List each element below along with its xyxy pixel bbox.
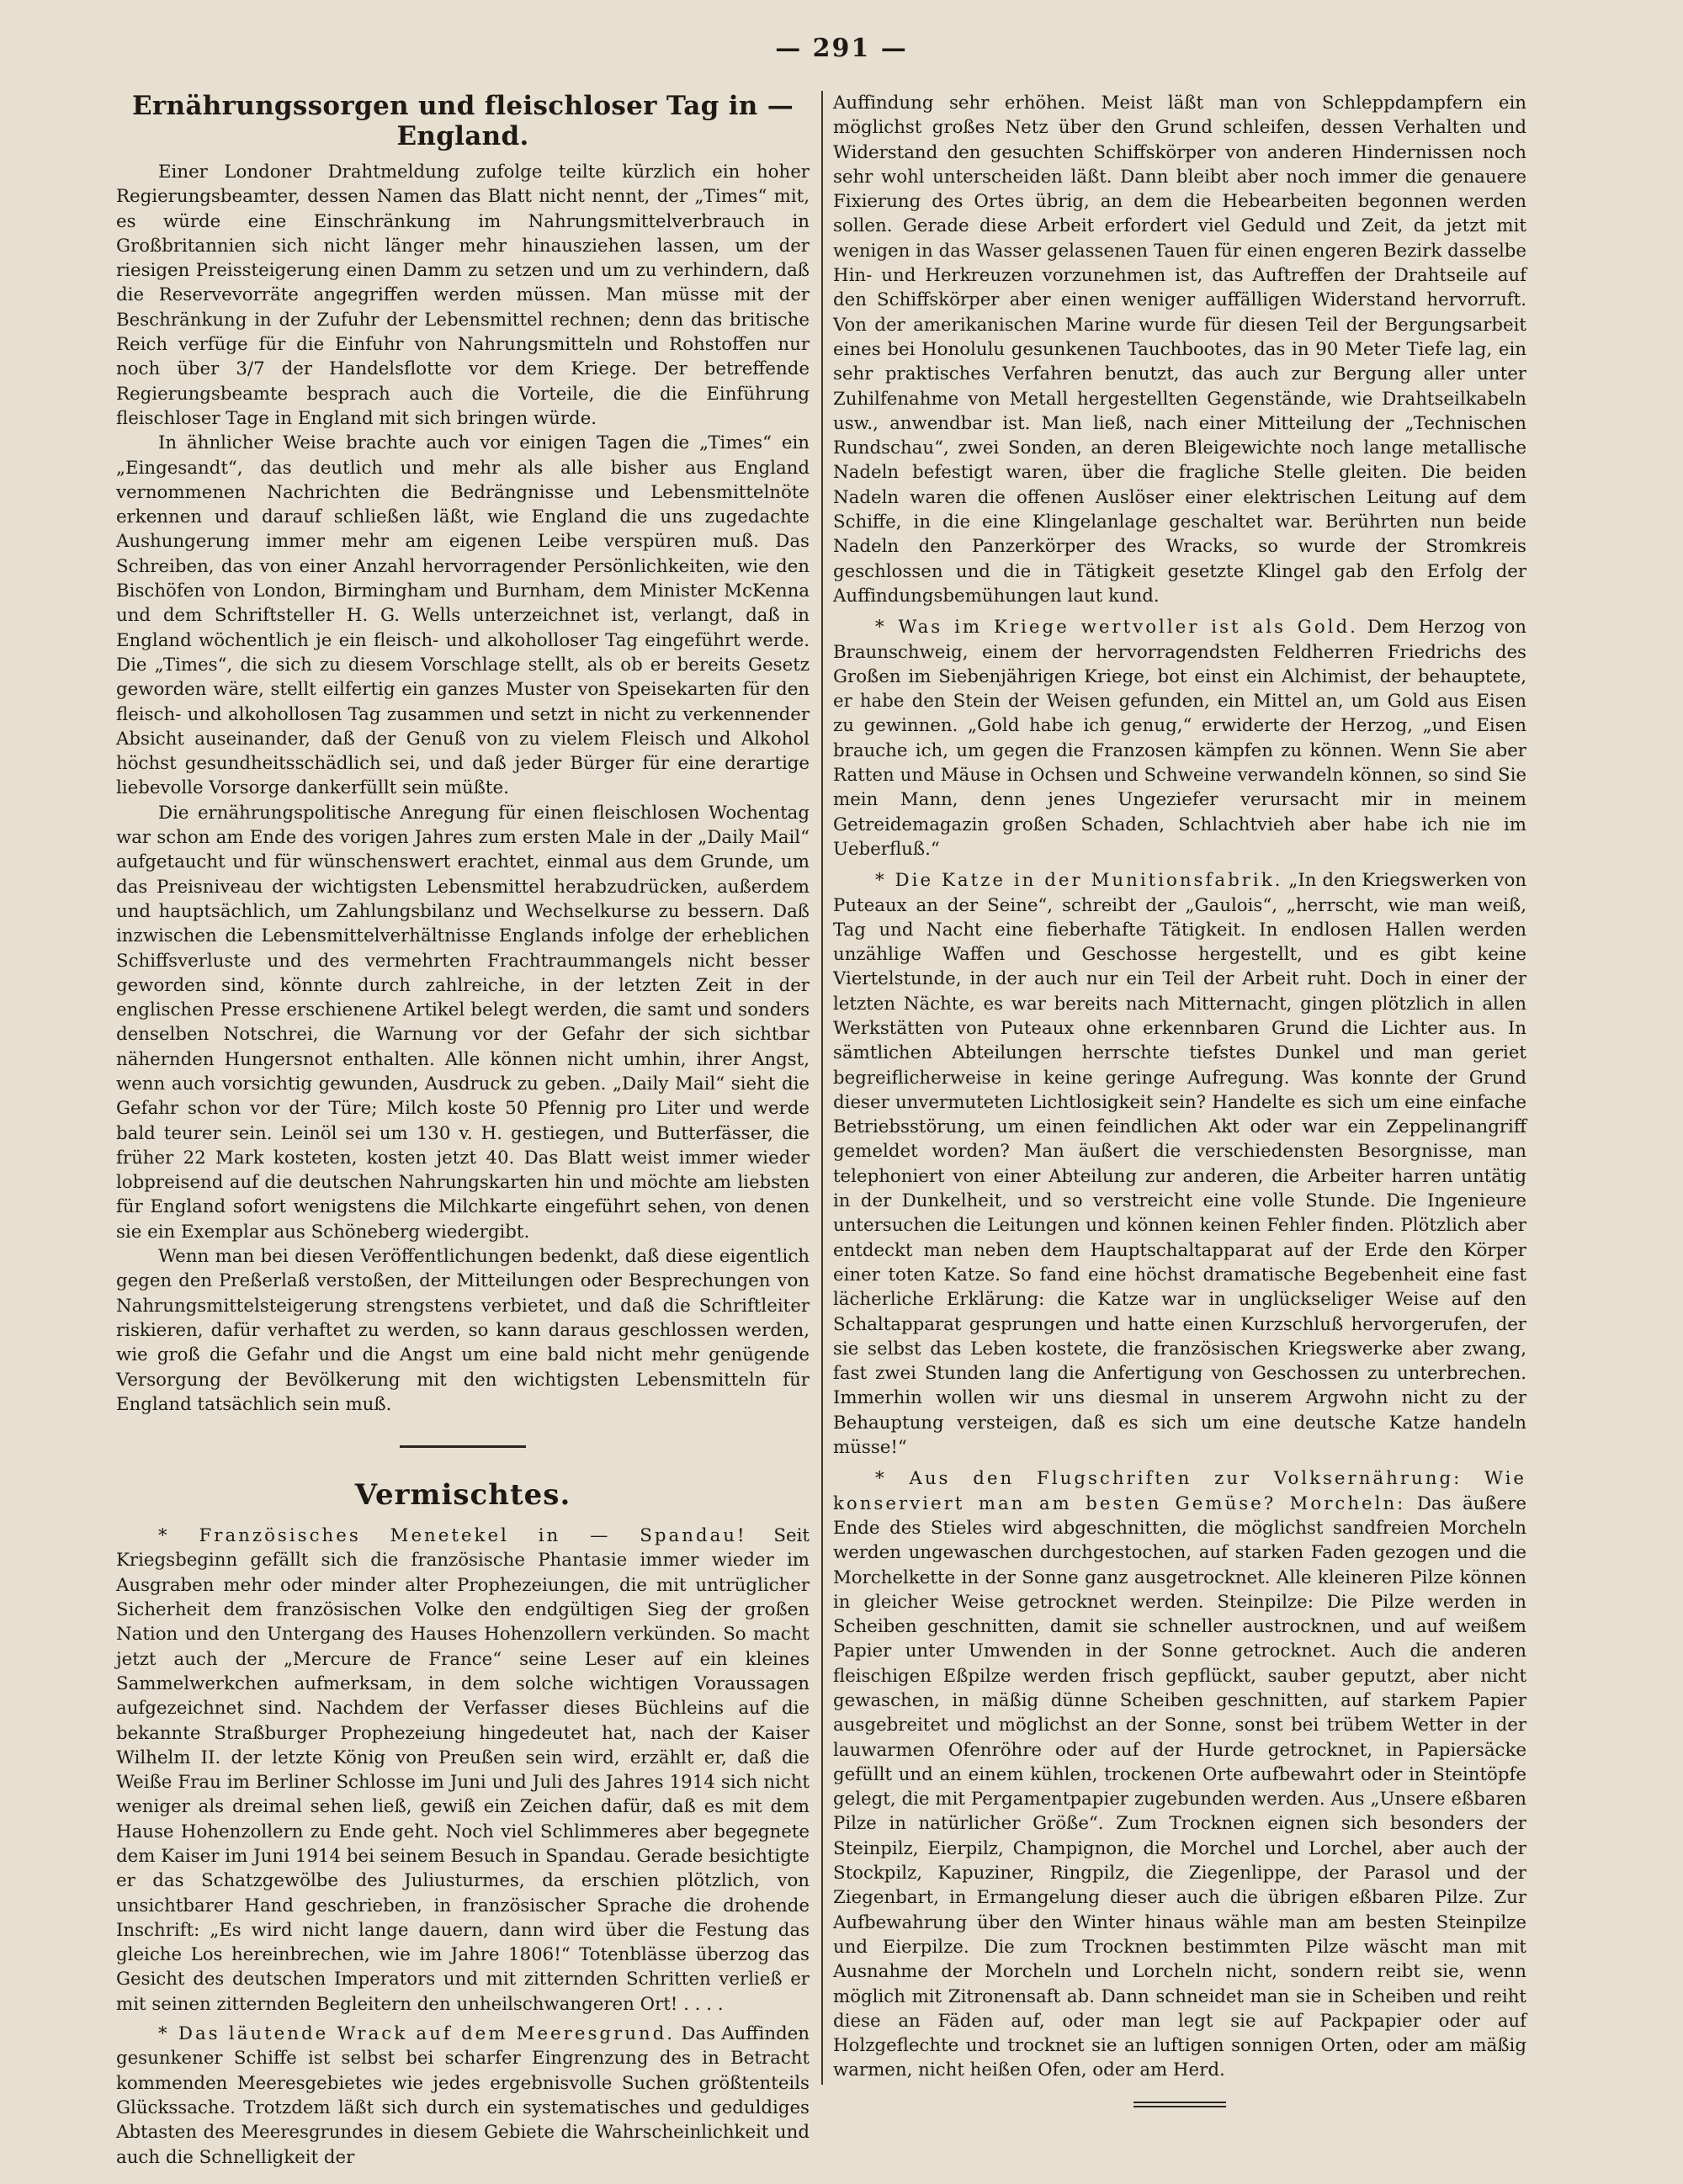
misc-item bbox=[833, 1466, 1526, 2082]
article-paragraph: Einer Londoner Drahtmeldung zufolge teilte kürzlich ein hoher Regierungsbeamter, dessen Namen das Blatt nicht nennt, der „Times“ mit, es würde eine Einschränkung im Nahrungsmittelverbrauch in Großbritannien sich nicht länger mehr hinausziehen lassen, um der riesigen Preissteigerung einen Damm zu setzen und um zu verhindern, daß die Reservevorräte angegriffen werden müssen. Man müsse mit der Beschränkung in der Zufuhr der Lebensmittel rechnen; denn das britische Reich verfüge für die Einfuhr von Nahrungsmitteln und Rohstoffen nur noch über 3/7 der Handelsflotte vor dem Kriege. Der betreffende Regierungsbeamte besprach auch die Vorteile, die die Einführung fleischloser Tage in England mit sich bringen würde. bbox=[116, 162, 810, 429]
misc-item-heading: * Aus den Flugschriften zur Volksernährung: Wie konserviert man am besten Gemüse? Morcheln: bbox=[833, 1468, 1526, 1514]
page-number: — 291 — bbox=[775, 34, 908, 63]
misc-item-text: „In den Kriegswerken von Puteaux an der Seine“, schreibt der „Gaulois“, „herrscht, wie man weiß, Tag und Nacht eine fieberhafte Tätigkeit. In endlosen Hallen werden unzählige Waffen und Geschosse hergestellt, und es gibt keine Viertelstunde, in der auch nur ein Teil der Arbeit ruht. Doch in einer der letzten Nächte, es war bereits nach Mitternacht, gingen plötzlich in allen Werkstätten von Puteaux ohne erkennbaren Grund die Lichter aus. In sämtlichen Abteilungen herrschte tiefstes Dunkel und man geriet begreiflicherweise in keine geringe Aufregung. Was konnte der Grund dieser unvermuteten Lichtlosigkeit sein? Handelte es sich um eine einfache Betriebsstörung, um einen feindlichen Akt oder war ein Zeppelinangriff gemeldet worden? Man äußert die verschiedensten Besorgnisse, man telephoniert von einer Abteilung zur anderen, die Arbeiter harren untätig in der Dunkelheit, und so verstreicht eine volle Stunde. Die Ingenieure untersuchen die Leitungen und können keinen Fehler finden. Plötzlich aber entdeckt man neben dem Hauptschaltapparat auf der Erde den Körper einer toten Katze. So fand eine höchst dramatische Begebenheit eine fast lächerliche Erklärung: die Katze war in unglückseliger Weise auf den Schaltapparat gesprungen und hatte einen Kurzschluß hervorgerufen, der sie selbst das Leben kostete, die französischen Kriegswerke aber zwang, fast zwei Stunden lang die Anfertigung von Geschossen zu unterbrechen. Immerhin wollen wir uns diesmal in unserem Argwohn nicht zu der Behauptung versteigen, daß es sich um eine deutsche Katze handeln müsse!“ bbox=[833, 870, 1526, 1459]
misc-item-text: Seit Kriegsbeginn gefällt sich die französische Phantasie immer wieder im Ausgraben mehr oder minder alter Prophezeiungen, die mit untrüglicher Sicherheit dem französischen Volke den endgültigen Sieg der großen Nation und den Untergang des Hauses Hohenzollern verkünden. So macht jetzt auch der „Mercure de France“ seine Leser auf ein kleines Sammelwerkchen aufmerksam, in dem solche wichtigen Voraussagen aufgezeichnet sind. Nachdem der Verfasser dieses Büchleins auf die bekannte Straßburger Prophezeiung hingedeutet hat, nach der Kaiser Wilhelm II. der letzte König von Preußen sein wird, erzählt er, daß die Weiße Frau im Berliner Schlosse im Juni und Juli des Jahres 1914 sich nicht weniger als dreimal sehen ließ, gewiß ein Zeichen dafür, daß es mit dem Hause Hohenzollern zu Ende geht. Noch viel Schlimmeres aber begegnete dem Kaiser im Juni 1914 bei seinem Besuch in Spandau. Gerade besichtigte er das Schatzgewölbe des Juliusturmes, da erschien plötzlich, von unsichtbarer Hand geschrieben, in französischer Sprache die drohende Inschrift: „Es wird nicht lange dauern, dann wird über die Festung das gleiche Los hereinbrechen, wie im Jahre 1806!“ Totenblässe überzog das Gesicht des deutschen Imperators und mit zitternden Schritten verließ er mit seinen zitternden Begleitern den unheilschwangeren Ort! . . . . bbox=[116, 1525, 810, 2015]
misc-item bbox=[116, 1524, 810, 2017]
column-divider bbox=[821, 91, 823, 2085]
misc-item-heading: * Die Katze in der Munitionsfabrik. bbox=[875, 870, 1283, 892]
misc-item bbox=[833, 868, 1526, 1460]
left-column bbox=[116, 91, 810, 2170]
misc-item bbox=[833, 615, 1526, 861]
misc-item-heading: * Das läutende Wrack auf dem Meeresgrund. bbox=[158, 2023, 676, 2045]
misc-item-heading: * Französisches Menetekel in — Spandau! bbox=[158, 1525, 747, 1547]
article-paragraph: Die ernährungspolitische Anregung für einen fleischlosen Wochentag war schon am Ende des vorigen Jahres zum ersten Male in der „Daily Mail“ aufgetaucht und für wünschenswert erachtet, einmal aus dem Grunde, um das Preisniveau der wichtigsten Lebensmittel herabzudrücken, außerdem und hauptsächlich, um Zahlungsbilanz und Wechselkurse zu bessern. Daß inzwischen die Lebensmittelverhältnisse Englands infolge der erheblichen Schiffsverluste und des vermehrten Frachtraummangels nicht besser geworden sind, könnte durch zahlreiche, in der letzten Zeit in der englischen Presse erschienene Artikel belegt werden, die samt und sonders denselben Notschrei, die Warnung vor der Gefahr der sich sichtbar nähernden Hungersnot enthalten. Alle können nicht umhin, ihrer Angst, wenn auch vorsichtig gewunden, Ausdruck zu geben. „Daily Mail“ sieht die Gefahr schon vor der Türe; Milch koste 50 Pfennig pro Liter und werde bald teurer sein. Leinöl sei um 130 v. H. gestiegen, und Butterfässer, die früher 22 Mark kosteten, kosten jetzt 40. Das Blatt weist immer wieder lobpreisend auf die deutschen Nahrungskarten hin und möchte am liebsten für England sofort wenigstens die Milchkarte eingeführt sehen, von denen sie ein Exemplar aus Schöneberg wiedergibt. bbox=[116, 802, 810, 1243]
misc-item-heading: * Was im Kriege wertvoller ist als Gold. bbox=[875, 617, 1358, 639]
section-separator bbox=[400, 1445, 526, 1448]
misc-item-text: Das Auffinden gesunkener Schiffe ist selbst bei scharfer Eingrenzung des in Betracht kommenden Meeresgebietes wie jedes ergebnisvolle Suchen größtenteils Glückssache. Trotzdem läßt sich durch ein systematisches und geduldiges Abtasten des Meeresgrundes in diesem Gebiete die Wahrscheinlichkeit und auch die Schnelligkeit der bbox=[116, 2023, 810, 2168]
misc-item-text: Das äußere Ende des Stieles wird abgeschnitten, die möglichst sandfreien Morcheln werden ungewaschen durchgestochen, auf starken Faden gezogen und die Morchelkette in der Sonne ganz ausgetrocknet. Alle kleineren Pilze können in gleicher Weise getrocknet werden. Steinpilze: Die Pilze werden in Scheiben geschnitten, damit sie schneller austrocknen, und auf weißem Papier unter Umwenden in der Sonne getrocknet. Auch die anderen fleischigen Eßpilze werden frisch gepflückt, sauber geputzt, aber nicht gewaschen, in mäßig dünne Scheiben geschnitten, auf starkem Papier ausgebreitet und möglichst an der Sonne, sonst bei trübem Wetter in der lauwarmen Ofenröhre oder auf der Hurde getrocknet, in Papiersäcke gefüllt und an einem kühlen, trockenen Orte aufbewahrt oder in Steintöpfe gelegt, die mit Pergamentpapier zugebunden werden. Aus „Unsere eßbaren Pilze in natürlicher Größe“. Zum Trocknen eignen sich besonders der Steinpilz, Eierpilz, Champignon, die Morchel und Lorchel, aber auch der Stockpilz, Kapuziner, Ringpilz, die Ziegenlippe, der Parasol und der Ziegenbart, in Ermangelung dieser auch die übrigen eßbaren Pilze. Zur Aufbewahrung über den Winter hinaus wähle man am besten Steinpilze und Eierpilze. Die zum Trocknen bestimmten Pilze wäscht man mit Ausnahme der Morcheln und Lorcheln nicht, sondern reibt sie, wenn möglich mit Zitronensaft ab. Dann schneidet man sie in Scheiben und reiht diese an Fäden auf, oder man legt sie auf Packpapier oder auf Holzgeflechte und trocknet sie an luftigen sonnigen Orten, oder am mäßig warmen, nicht heißen Ofen, oder am Herd. bbox=[833, 1492, 1527, 2081]
end-ornament bbox=[1134, 2102, 1226, 2107]
right-column bbox=[833, 91, 1526, 2107]
article-paragraph: In ähnlicher Weise brachte auch vor einigen Tagen die „Times“ ein „Eingesandt“, das deutlich und mehr als alle bisher aus England vernommenen Nachrichten die Bedrängnisse und Lebensmittelnöte erkennen und darauf schließen läßt, wie England die uns zugedachte Aushungerung immer mehr am eigenen Leibe verspüren muß. Das Schreiben, das von einer Anzahl hervorragender Persönlichkeiten, wie den Bischöfen von London, Birmingham und Burnham, dem Minister McKenna und dem Schriftsteller H. G. Wells unterzeichnet ist, verlangt, daß in England wöchentlich je ein fleisch- und alkoholloser Tag eingeführt werde. Die „Times“, die sich zu diesem Vorschlage stellt, als ob er bereits Gesetz geworden wäre, stellt eilfertig ein ganzes Muster von Speisekarten für den fleisch- und alkohollosen Tag zusammen und setzt in nicht zu verkennender Absicht auseinander, daß der Genuß von zu vielem Fleisch und Alkohol höchst gesundheitsschädlich sei, und daß jeder Bürger für eine derartige liebevolle Vorsorge dankerfüllt sein müßte. bbox=[116, 432, 810, 799]
continued-text: Auffindung sehr erhöhen. Meist läßt man von Schleppdampfern ein möglichst großes Netz über den Grund schleifen, dessen Verhalten und Widerstand den gesuchten Schiffskörper von anderen Hindernissen noch sehr wohl unterscheiden läßt. Dann bleibt aber noch immer die genauere Fixierung des Ortes übrig, an dem die Hebearbeiten begonnen werden sollen. Gerade diese Arbeit erfordert viel Geduld und Zeit, da jetzt mit wenigen in das Wasser gelassenen Tauen für einen engeren Bezirk dasselbe Hin- und Herkreuzen vorzunehmen ist, das Auftreffen der Drahtseile auf den Schiffskörper aber einen weniger auffälligen Widerstand hervorruft. Von der amerikanischen Marine wurde für diesen Teil der Bergungsarbeit eines bei Honolulu gesunkenen Tauchbootes, das in 90 Meter Tiefe lag, ein sehr praktisches Verfahren benutzt, das auch zur Bergung aller unter Zuhilfenahme von Metall hergestellten Gegenstände, wie Drahtseilkabeln usw., anwendbar ist. Man ließ, nach einer Mitteilung der „Technischen Rundschau“, zwei Sonden, an deren Bleigewichte noch lange metallische Nadeln befestigt waren, über die fragliche Stelle gleiten. Die beiden Nadeln waren die offenen Auslöser einer elektrischen Leitung auf dem Schiffe, in die eine Klingelanlage geschaltet war. Berührten nun beide Nadeln den Panzerkörper des Wracks, so wurde der Stromkreis geschlossen und die in Tätigkeit gesetzte Klingel gab den Erfolg der Auffindungsbemühungen laut kund. bbox=[833, 93, 1526, 607]
section-title: Vermischtes. bbox=[354, 1478, 571, 1513]
article-paragraph: Wenn man bei diesen Veröffentlichungen bedenkt, daß diese eigentlich gegen den Preßerlaß verstoßen, der Mitteilungen oder Besprechungen von Nahrungsmittelsteigerung strengstens verbietet, und daß die Schriftleiter riskieren, dafür verhaftet zu werden, so kann daraus geschlossen werden, wie groß die Gefahr und die Angst um eine bald nicht mehr genügende Versorgung der Bevölkerung mit den wichtigsten Lebensmitteln für England tatsächlich sein muß. bbox=[116, 1246, 810, 1415]
misc-item-text: Dem Herzog von Braunschweig, einem der hervorragendsten Feldherren Friedrichs des Großen im Siebenjährigen Kriege, bot einst ein Alchimist, der behauptete, er habe den Stein der Weisen gefunden, ein Mittel an, um Gold aus Eisen zu gewinnen. „Gold habe ich genug,“ erwiderte der Herzog, „und Eisen brauche ich, um gegen die Franzosen kämpfen zu können. Wenn Sie aber Ratten und Mäuse in Ochsen und Schweine verwandeln können, so sind Sie mein Mann, denn jenes Ungeziefer verursacht mir in meinem Getreidemagazin großen Schaden, Schlachtvieh aber habe ich nie im Ueberfluß.“ bbox=[833, 617, 1526, 860]
misc-item bbox=[116, 2022, 810, 2170]
article-title: Ernährungssorgen und fleischloser Tag in — England. bbox=[132, 91, 794, 151]
